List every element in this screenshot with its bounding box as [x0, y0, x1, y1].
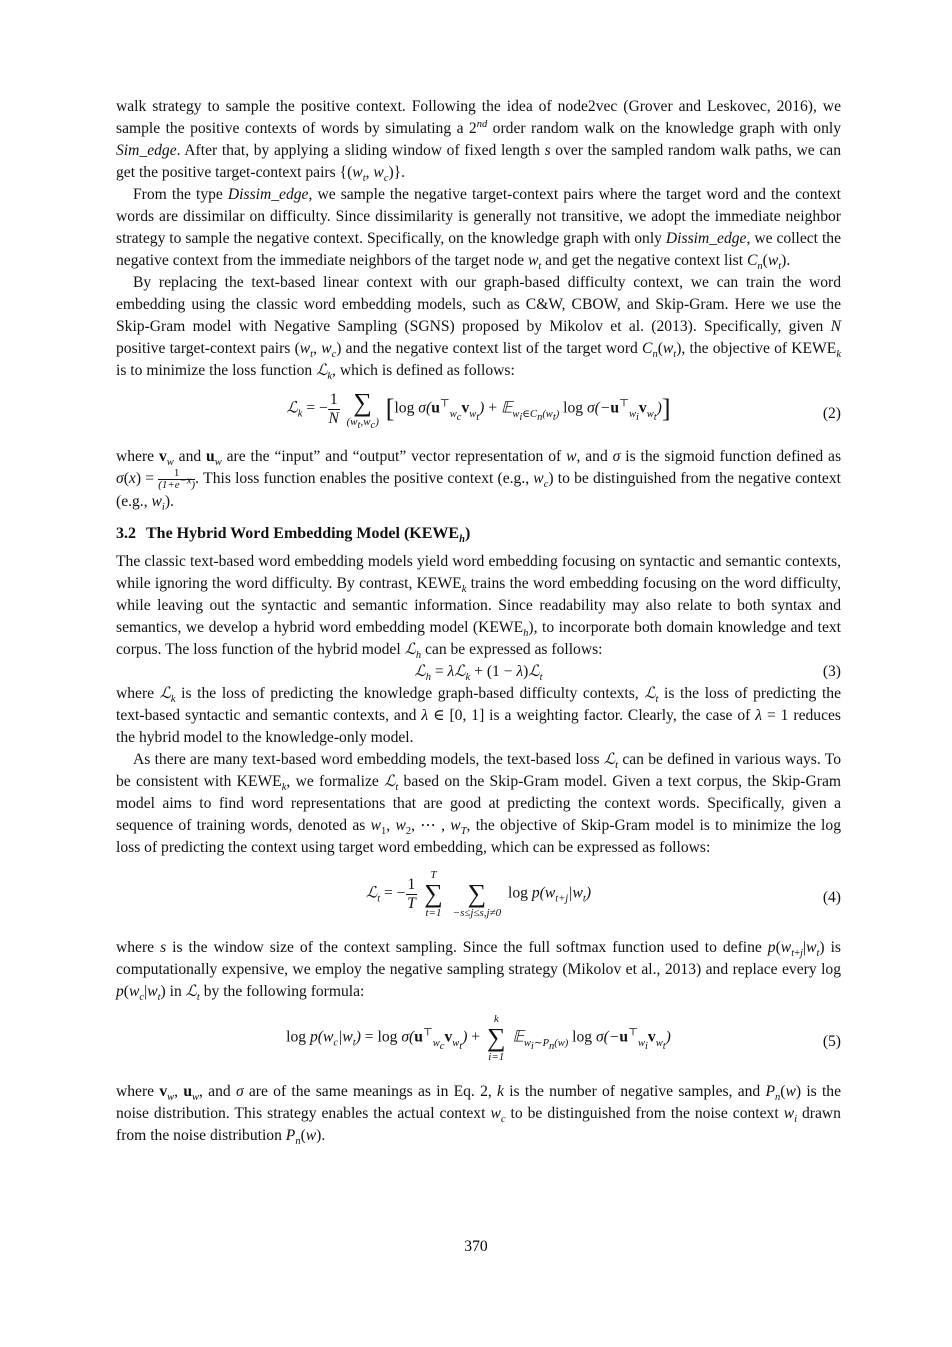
equation-5: $\log p(w_c|w_t) = \log \sigma(u^⊤_{w_c}v_{w_t})$ + k ∑ i=1 𝔼$_{w_i\sim P_n(w)}$ $\log \sigma(-u^⊤_{w_i}v_{w_t})$ (5) [286, 1013, 841, 1063]
equation-4: ℒ$_t$ = − $\frac{1}{T}$ T ∑ t=1 ∑ −s≤j≤s,j≠0 $\log p(w_{t+j}|w_t)$ (4) [365, 869, 841, 919]
equation-4-number: (4) [822, 889, 841, 906]
equation-3: ℒ$_h$ = λℒ$_k$ + (1 − λ)ℒ$_t$ (3) [414, 663, 841, 684]
equation-5-number: (5) [822, 1033, 841, 1050]
paragraph-7: As there are many text-based word embedding models, the text-based loss ℒ$_t$ can be defined in various ways. To be consistent with $KEWE_k$, we formalize ℒ$_t$ based on the Skip-Gram model. Given a text corpus, the Skip-Gram model aims to find word representations that are good at predicting the context words. Specifically, given a sequence of training words, denoted as $w_1$, $w_2$, ⋯ , $w_T$, the objective of Skip-Gram model is to minimize the log loss of predicting the context using target word embedding, which can be expressed as follows: [116, 751, 841, 856]
paragraph-3: By replacing the text-based linear context with our graph-based difficulty context, we can train the word embedding using the classic word embedding models, such as C&W, CBOW, and Skip-Gram. Here we use the Skip-Gram model with Negative Sampling (SGNS) proposed by Mikolov et al. (2013). Specifically, given N positive target-context pairs ($w_t$, $w_c$) and the negative context list of the target word $C_n(w_t)$, the objective of $KEWE_k$ is to minimize the loss function ℒ$_k$, which is defined as follows: [116, 274, 841, 383]
section-title: The Hybrid Word Embedding Model $(KEWE_h)$ [146, 525, 471, 546]
paragraph-6: where ℒ$_k$ is the loss of predicting the knowledge graph-based difficulty contexts, ℒ$_t$ is the loss of predicting the text-based syntactic and semantic contexts, and λ ∈ [0, 1] is a weighting factor. Clearly, the case of λ = 1 reduces the hybrid model to the knowledge-only model. [116, 685, 841, 746]
equation-2: ℒ$_k$ = − $\frac{1}{N}$ ∑ $(w_t,w_c)$ [log $\sigma(u^⊤_{w_c}v_{w_t})$ + 𝔼$_{w_i\in C_n(w_t)}$ $\log \sigma(-u^⊤_{w_i}v_{w_t})$] (2) [286, 388, 841, 432]
paragraph-5: The classic text-based word embedding models yield word embedding focusing on syntactic and semantic contexts, while ignoring the word difficulty. By contrast, $KEWE_k$ trains the word embedding focusing on the word difficulty, while leaving out the syntactic and semantic information. Since readability may also relate to both syntax and semantics, we develop a hybrid word embedding model $(KEWE_h)$, to incorporate both domain knowledge and text corpus. The loss function of the hybrid model ℒ$_h$ can be expressed as follows: [116, 553, 842, 662]
equation-3-number: (3) [822, 663, 841, 680]
paragraph-4: where $v_w$ and $u_w$ are the “input” and “output” vector representation of w, and σ is the sigmoid function defined as σ(x) = $\frac{1}{(1+e^{-x})}$ . This loss function enables the positive context (e.g., $w_c$) to be distinguished from the negative context (e.g., $w_i$). [116, 448, 842, 514]
paragraph-9: where $v_w$, $u_w$, and σ are of the same meanings as in Eq. 2, k is the number of negative samples, and $P_n(w)$ is the noise distribution. This strategy enables the actual context $w_c$ to be distinguished from the noise context $w_i$ drawn from the noise distribution $P_n(w)$. [116, 1083, 842, 1148]
page-number: 370 [464, 1238, 488, 1255]
paper-page [116, 96, 841, 1147]
section-heading [116, 523, 841, 545]
paragraph-1: walk strategy to sample the positive context. Following the idea of node2vec (Grover and Leskovec, 2016), we sample the positive contexts of words by simulating a 2nd order random walk on the knowledge graph with only Sim_edge. After that, by applying a sliding window of fixed length s over the sampled random walk paths, we can get the positive target-context pairs {($w_t$, $w_c$)}. [116, 98, 841, 185]
paragraph-8: where s is the window size of the context sampling. Since the full softmax function used to define $p(w_{t+j}|w_t)$ is computationally expensive, we employ the negative sampling strategy (Mikolov et al., 2013) and replace every $\log p(w_c|w_t)$ in ℒ$_t$ by the following formula: [116, 939, 841, 1004]
equation-2-number: (2) [822, 405, 841, 422]
section-number: 3.2 [116, 525, 136, 542]
paragraph-2: From the type Dissim_edge, we sample the negative target-context pairs where the target word and the context words are dissimilar on difficulty. Since dissimilarity is generally not transitive, we adopt the immediate neighbor strategy to sample the negative context. Specifically, on the knowledge graph with only Dissim_edge, we collect the negative context from the immediate neighbors of the target node $w_t$ and get the negative context list $C_n(w_t)$. [116, 186, 841, 273]
